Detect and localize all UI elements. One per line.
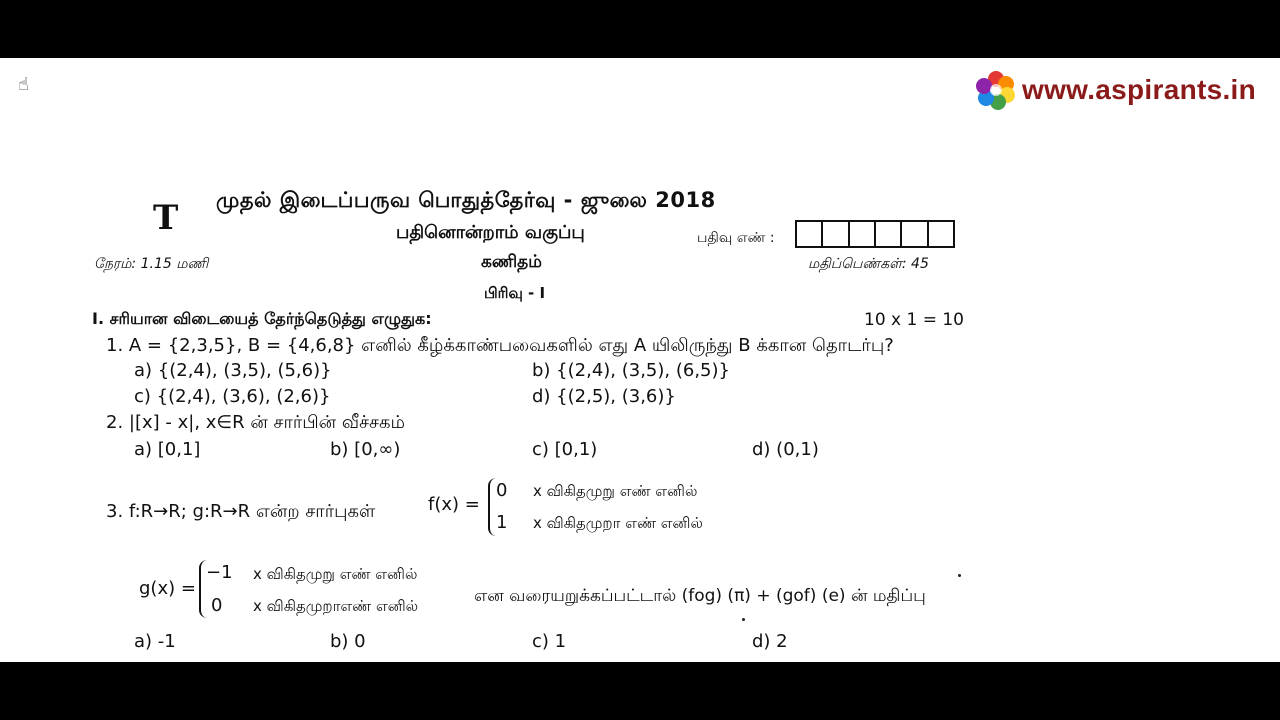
section-label: பிரிவு - I: [484, 284, 546, 302]
f-case-2-value: 1: [496, 512, 508, 533]
g-function-label: g(x) =: [139, 578, 196, 599]
question-3-option-d: d) 2: [752, 631, 788, 652]
max-marks: மதிப்பெண்கள்: 45: [808, 256, 929, 272]
question-3-option-a: a) -1: [134, 631, 176, 652]
g-case-2-value: 0: [211, 595, 223, 616]
question-1-text: 1. A = {2,3,5}, B = {4,6,8} எனில் கீழ்க்காண்பவைகளில் எது A யிலிருந்து B க்கான தொடர்பு?: [106, 335, 894, 356]
question-2-option-a: a) [0,1]: [134, 439, 201, 460]
question-3-option-c: c) 1: [532, 631, 567, 652]
hand-cursor-icon: ☝: [18, 74, 29, 95]
register-number-label: பதிவு எண் :: [697, 230, 775, 246]
question-1-option-a: a) {(2,4), (3,5), (5,6)}: [134, 360, 332, 381]
f-case-2-condition: x விகிதமுறா எண் எனில்: [533, 514, 703, 532]
question-3-text: 3. f:R→R; g:R→R என்ற சார்புகள்: [106, 501, 376, 522]
instruction-text: I. சரியான விடையைத் தேர்ந்தெடுத்து எழுதுக:: [92, 309, 432, 328]
scan-speck: [742, 618, 745, 621]
g-case-1-condition: x விகிதமுறு எண் எனில்: [253, 565, 418, 583]
exam-paper: [0, 58, 1280, 662]
subject-name: கணிதம்: [481, 252, 542, 272]
question-1-option-b: b) {(2,4), (3,5), (6,5)}: [532, 360, 730, 381]
question-2-option-b: b) [0,∞): [330, 439, 401, 460]
class-name: பதினொன்றாம் வகுப்பு: [396, 222, 585, 243]
exam-title: முதல் இடைப்பருவ பொதுத்தேர்வு - ஜுலை 2018: [216, 188, 716, 212]
question-2-option-d: d) (0,1): [752, 439, 819, 460]
g-case-1-value: −1: [206, 562, 233, 583]
g-case-2-condition: x விகிதமுறாஎண் எனில்: [253, 597, 419, 615]
question-2-text: 2. |[x] - x|, x∈R ன் சார்பின் வீச்சகம்: [106, 412, 406, 433]
f-case-1-value: 0: [496, 480, 508, 501]
question-1-option-c: c) {(2,4), (3,6), (2,6)}: [134, 386, 331, 407]
site-url[interactable]: www.aspirants.in: [1022, 74, 1257, 105]
register-number-boxes[interactable]: [795, 220, 955, 248]
question-2-option-c: c) [0,1): [532, 439, 598, 460]
question-1-option-d: d) {(2,5), (3,6)}: [532, 386, 676, 407]
question-3-option-b: b) 0: [330, 631, 366, 652]
f-case-1-condition: x விகிதமுறு எண் எனில்: [533, 482, 698, 500]
f-function-label: f(x) =: [428, 494, 480, 515]
scan-speck: [958, 574, 961, 577]
question-3-tail: என வரையறுக்கப்பட்டால் (fog) (π) + (gof) (e) ன் மதிப்பு: [474, 586, 926, 606]
paper-mark: T: [153, 198, 179, 238]
exam-time: நேரம்: 1.15 மணி: [94, 256, 209, 272]
flower-logo-icon: [976, 70, 1016, 110]
section-score: 10 x 1 = 10: [864, 310, 964, 330]
